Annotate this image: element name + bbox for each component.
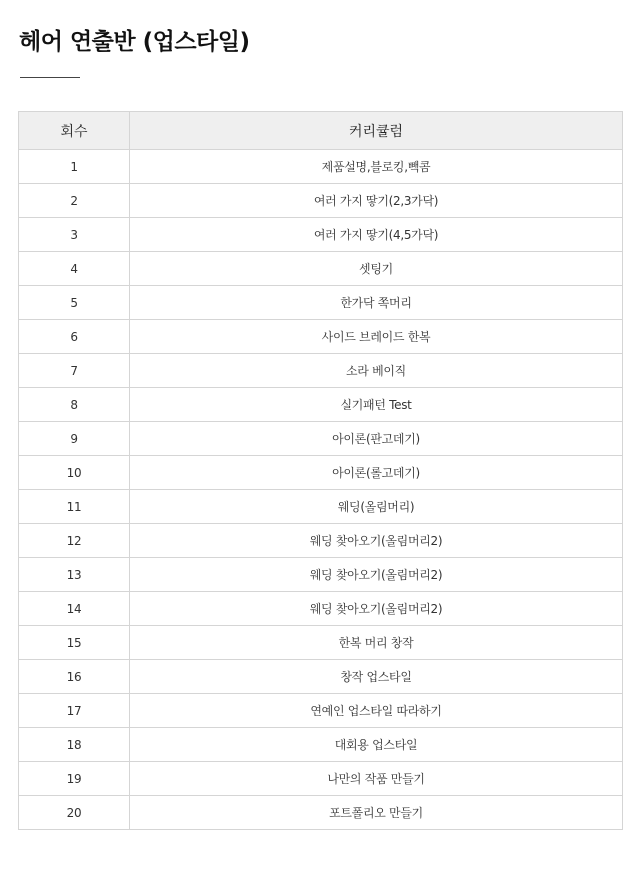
- page-title: 헤어 연출반 (업스타일): [19, 29, 250, 55]
- title-underline: [20, 77, 80, 78]
- curriculum-cell: 셋팅기: [130, 252, 623, 286]
- session-cell: 11: [19, 490, 130, 524]
- table-row: [19, 320, 623, 354]
- table-row: [19, 796, 623, 830]
- curriculum-cell: 연예인 업스타일 따라하기: [130, 694, 623, 728]
- session-cell: 10: [19, 456, 130, 490]
- session-cell: 20: [19, 796, 130, 830]
- session-cell: 19: [19, 762, 130, 796]
- session-cell: 16: [19, 660, 130, 694]
- session-cell: 7: [19, 354, 130, 388]
- session-cell: 17: [19, 694, 130, 728]
- curriculum-cell: 소라 베이직: [130, 354, 623, 388]
- curriculum-cell: 아이론(롤고데기): [130, 456, 623, 490]
- table-row: [19, 456, 623, 490]
- session-cell: 9: [19, 422, 130, 456]
- table-row: [19, 184, 623, 218]
- curriculum-cell: 웨딩 찾아오기(올림머리2): [130, 558, 623, 592]
- session-cell: 12: [19, 524, 130, 558]
- table-row: [19, 286, 623, 320]
- table-row: [19, 252, 623, 286]
- table-row: [19, 626, 623, 660]
- session-cell: 6: [19, 320, 130, 354]
- table-row: [19, 150, 623, 184]
- session-cell: 4: [19, 252, 130, 286]
- table-row: [19, 558, 623, 592]
- curriculum-cell: 웨딩(올림머리): [130, 490, 623, 524]
- table-row: [19, 422, 623, 456]
- curriculum-cell: 실기패턴 Test: [130, 388, 623, 422]
- header-session: 회수: [19, 112, 130, 150]
- session-cell: 15: [19, 626, 130, 660]
- session-cell: 2: [19, 184, 130, 218]
- session-cell: 1: [19, 150, 130, 184]
- session-cell: 18: [19, 728, 130, 762]
- table-row: [19, 762, 623, 796]
- curriculum-cell: 대회용 업스타일: [130, 728, 623, 762]
- session-cell: 13: [19, 558, 130, 592]
- curriculum-cell: 한복 머리 창작: [130, 626, 623, 660]
- table-row: [19, 388, 623, 422]
- table-row: [19, 694, 623, 728]
- curriculum-cell: 창작 업스타일: [130, 660, 623, 694]
- curriculum-table: [18, 111, 623, 830]
- header-curriculum: 커리큘럼: [130, 112, 623, 150]
- table-row: [19, 490, 623, 524]
- curriculum-cell: 여러 가지 땋기(2,3가닥): [130, 184, 623, 218]
- session-cell: 5: [19, 286, 130, 320]
- curriculum-cell: 포트폴리오 만들기: [130, 796, 623, 830]
- curriculum-cell: 한가닥 쪽머리: [130, 286, 623, 320]
- curriculum-cell: 여러 가지 땋기(4,5가닥): [130, 218, 623, 252]
- table-row: [19, 592, 623, 626]
- curriculum-cell: 아이론(판고데기): [130, 422, 623, 456]
- table-row: [19, 660, 623, 694]
- table-header-row: [19, 112, 623, 150]
- curriculum-cell: 사이드 브레이드 한복: [130, 320, 623, 354]
- session-cell: 3: [19, 218, 130, 252]
- curriculum-cell: 제품설명,블로킹,빽콤: [130, 150, 623, 184]
- table-row: [19, 524, 623, 558]
- table-body: [19, 150, 623, 830]
- session-cell: 8: [19, 388, 130, 422]
- table-row: [19, 218, 623, 252]
- curriculum-cell: 나만의 작품 만들기: [130, 762, 623, 796]
- curriculum-cell: 웨딩 찾아오기(올림머리2): [130, 524, 623, 558]
- session-cell: 14: [19, 592, 130, 626]
- table-row: [19, 354, 623, 388]
- table-row: [19, 728, 623, 762]
- curriculum-cell: 웨딩 찾아오기(올림머리2): [130, 592, 623, 626]
